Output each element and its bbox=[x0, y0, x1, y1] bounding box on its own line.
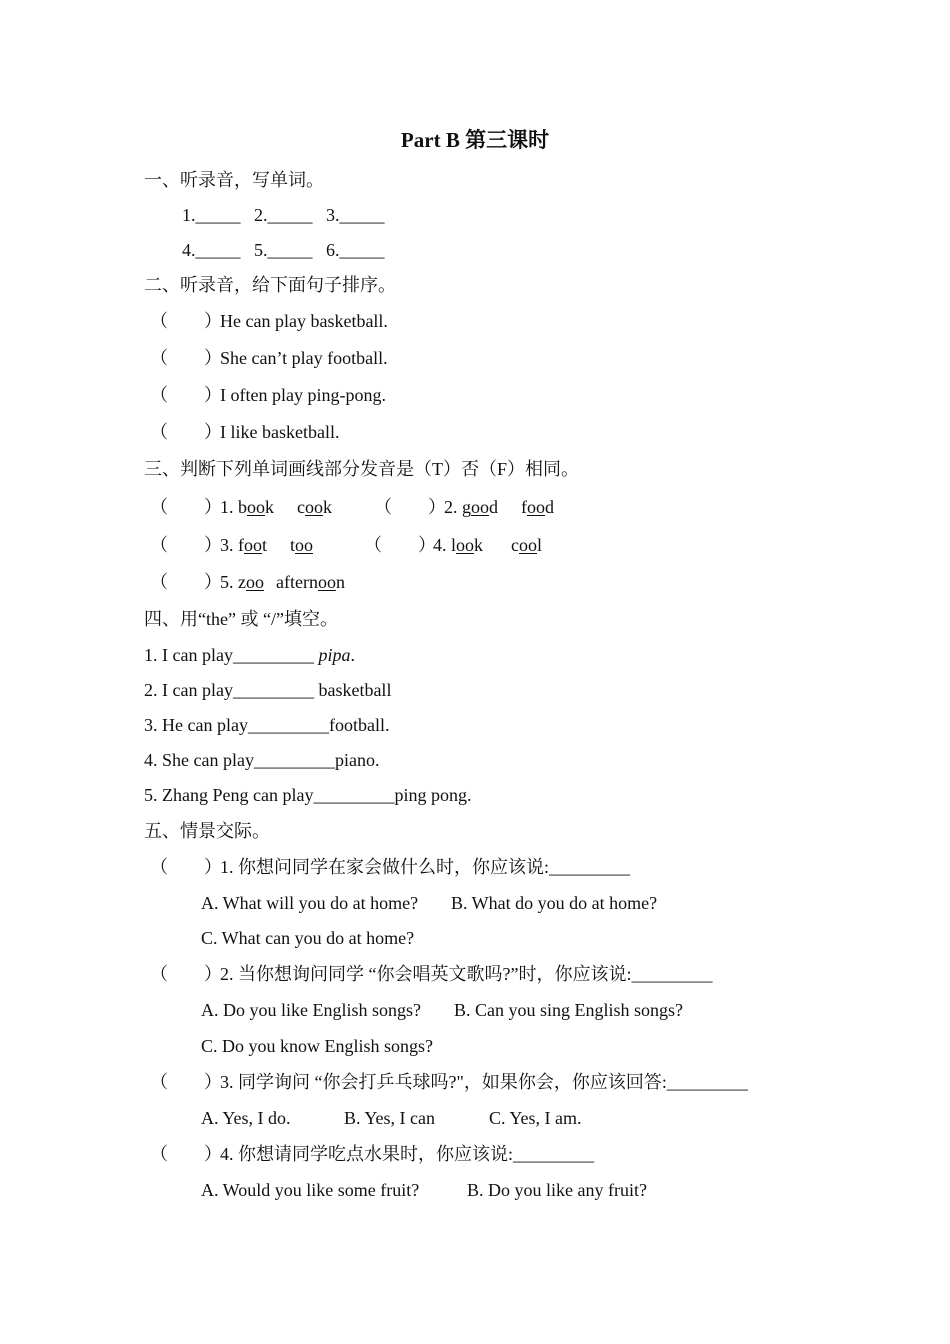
s5-answer-paren: （ ） bbox=[150, 857, 222, 877]
s2-answer-paren: （ ） bbox=[150, 311, 222, 331]
s2-answer-paren: （ ） bbox=[150, 385, 222, 405]
s5-q3-option-a: A. Yes, I do. bbox=[201, 1108, 291, 1128]
s3-answer-paren: （ ） bbox=[150, 497, 222, 517]
s2-answer-paren: （ ） bbox=[150, 422, 222, 442]
s2-answer-paren: （ ） bbox=[150, 348, 222, 368]
s5-q3-option-b: B. Yes, I can bbox=[344, 1108, 436, 1128]
s2-sentence: He can play basketball. bbox=[220, 311, 388, 331]
s1-blanks-row-2: 4._____ 5._____ 6._____ bbox=[182, 240, 385, 260]
s5-q2-option-a: A. Do you like English songs? bbox=[201, 1000, 421, 1020]
s5-q4-option-b: B. Do you like any fruit? bbox=[467, 1180, 647, 1200]
s4-item: 4. She can play_________piano. bbox=[144, 750, 380, 770]
section-4-heading: 四、用“the” 或 “/”填空。 bbox=[144, 609, 338, 629]
s2-sentence: She can’t play football. bbox=[220, 348, 388, 368]
page-title: Part B 第三课时 bbox=[400, 128, 550, 152]
s1-blanks-row-1: 1._____ 2._____ 3._____ bbox=[182, 205, 385, 225]
s3-answer-paren: （ ） bbox=[150, 572, 222, 592]
s3-word-2: cool bbox=[511, 535, 543, 555]
s3-word-2: food bbox=[521, 497, 554, 517]
s5-q4-option-a: A. Would you like some fruit? bbox=[201, 1180, 420, 1200]
s5-question-2: 2. 当你想询问同学 “你会唱英文歌吗?”时，你应该说:_________ bbox=[220, 964, 713, 984]
s5-question-4: 4. 你想请同学吃点水果时，你应该说:_________ bbox=[220, 1144, 594, 1164]
s3-answer-paren: （ ） bbox=[364, 535, 436, 555]
s5-answer-paren: （ ） bbox=[150, 964, 222, 984]
s5-answer-paren: （ ） bbox=[150, 1072, 222, 1092]
s5-question-3: 3. 同学询问 “你会打乒乓球吗?"，如果你会，你应该回答:_________ bbox=[220, 1072, 748, 1092]
s3-answer-paren: （ ） bbox=[374, 497, 446, 517]
s5-q1-option-b: B. What do you do at home? bbox=[451, 893, 658, 913]
s3-word-2: cook bbox=[297, 497, 332, 517]
section-3-heading: 三、判断下列单词画线部分发音是（T）否（F）相同。 bbox=[144, 459, 580, 479]
s3-word-2: too bbox=[290, 535, 314, 555]
section-1-heading: 一、听录音，写单词。 bbox=[144, 170, 324, 190]
s5-q1-option-c: C. What can you do at home? bbox=[201, 928, 415, 948]
s2-sentence: I often play ping-pong. bbox=[220, 385, 386, 405]
s2-sentence: I like basketball. bbox=[220, 422, 340, 442]
s3-question-5: 5. zoo bbox=[220, 572, 264, 592]
s3-question-3: 3. foot bbox=[220, 535, 268, 555]
s5-q2-option-c: C. Do you know English songs? bbox=[201, 1036, 434, 1056]
section-5-heading: 五、情景交际。 bbox=[144, 821, 270, 841]
s4-item: 3. He can play_________football. bbox=[144, 715, 390, 735]
s3-question-2: 2. good bbox=[444, 497, 498, 517]
s5-question-1: 1. 你想问同学在家会做什么时，你应该说:_________ bbox=[220, 857, 630, 877]
s5-q2-option-b: B. Can you sing English songs? bbox=[454, 1000, 684, 1020]
section-2-heading: 二、听录音，给下面句子排序。 bbox=[144, 275, 396, 295]
s5-q3-option-c: C. Yes, I am. bbox=[489, 1108, 582, 1128]
s3-question-1: 1. book bbox=[220, 497, 274, 517]
s4-item: 1. I can play_________ pipa. bbox=[144, 645, 355, 665]
s3-word-2: afternoon bbox=[276, 572, 345, 592]
s4-item: 5. Zhang Peng can play_________ping pong. bbox=[144, 785, 472, 805]
s3-answer-paren: （ ） bbox=[150, 535, 222, 555]
s3-question-4: 4. look bbox=[433, 535, 484, 555]
s5-answer-paren: （ ） bbox=[150, 1144, 222, 1164]
s5-q1-option-a: A. What will you do at home? bbox=[201, 893, 419, 913]
s4-item: 2. I can play_________ basketball bbox=[144, 680, 392, 700]
